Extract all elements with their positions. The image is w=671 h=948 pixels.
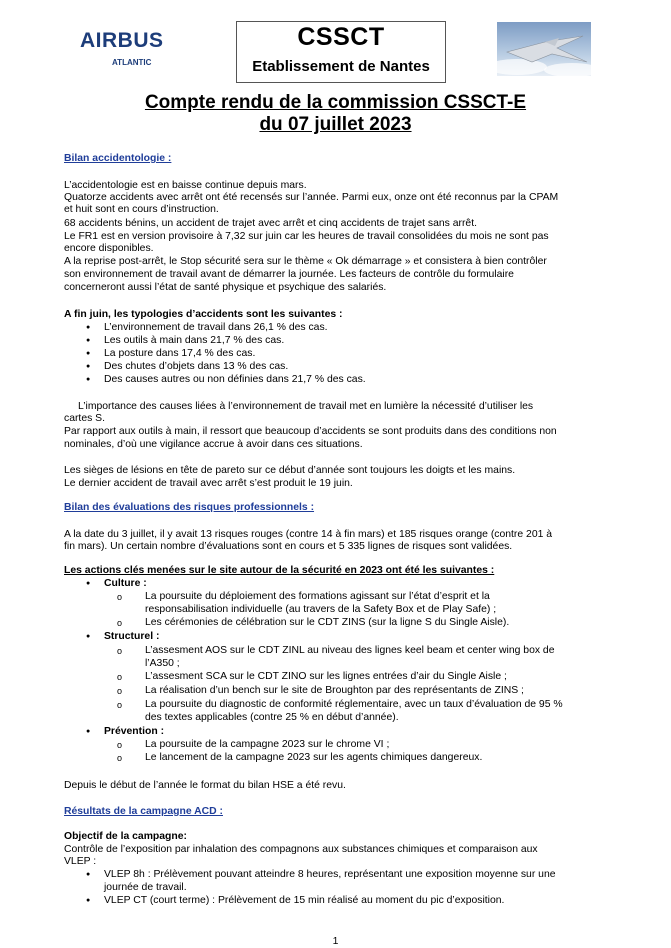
accidentologie-line: A la reprise post-arrêt, le Stop sécurité sera sur le thème « Ok démarrage » et consistera à bien contrôler [64, 256, 547, 267]
acd-item: ● VLEP 8h : Prélèvement pouvant atteindre 8 heures, représentant une exposition moyenne sur une [104, 869, 556, 881]
accidentologie-line: L’accidentologie est en baisse continue depuis mars. [64, 180, 307, 191]
typology-item: ● La posture dans 17,4 % des cas. [104, 348, 255, 360]
typologies-paragraph-line: Par rapport aux outils à main, il ressort que beaucoup d’accidents se sont produits dans des conditions non [64, 426, 557, 437]
structurel-label: ● Structurel : [104, 631, 159, 643]
culture-item: o La poursuite du déploiement des formations agissant sur l’état d’esprit et la [145, 591, 490, 603]
evaluations-line: A la date du 3 juillet, il y avait 13 risques rouges (contre 14 à fin mars) et 185 risques orange (contre 201 à [64, 529, 553, 540]
actions-footer: Depuis le début de l’année le format du bilan HSE a été revu. [64, 780, 346, 791]
prevention-item: o La poursuite de la campagne 2023 sur le chrome VI ; [145, 739, 389, 751]
accidentologie-line: Quatorze accidents avec arrêt ont été recensés sur l’année. Parmi eux, onze ont été reconnus par la CPAM [64, 192, 559, 203]
acd-item: ● VLEP CT (court terme) : Prélèvement de 15 min réalisé au moment du pic d’exposition. [104, 895, 504, 907]
logo-main-text: AIRBUS [80, 29, 164, 52]
accidentologie-line: concerneront aussi l’état de santé physique et psychique des salariés. [64, 282, 387, 293]
structurel-item-continued: l’A350 ; [145, 658, 180, 669]
prevention-label: ● Prévention : [104, 726, 164, 738]
accidentologie-line: 68 accidents bénins, un accident de trajet avec arrêt et cinq accidents de trajet sans arrêt. [64, 218, 477, 229]
accidentologie-line: encore disponibles. [64, 243, 154, 254]
section-heading-accidentologie: Bilan accidentologie : [64, 153, 172, 164]
structurel-item: o La réalisation d’un bench sur le site de Broughton par des représentants de ZINS ; [145, 685, 524, 697]
typologies-paragraph-line: cartes S. [64, 413, 105, 424]
title-line-2: du 07 juillet 2023 [259, 114, 412, 135]
acd-objective-line: VLEP : [64, 856, 97, 867]
actions-heading: Les actions clés menées sur le site autour de la sécurité en 2023 ont été les suivantes : [64, 565, 495, 576]
aircraft-image [497, 22, 591, 76]
section-heading-evaluations: Bilan des évaluations des risques professionnels : [64, 502, 315, 513]
culture-label: ● Culture : [104, 578, 147, 590]
typologies-paragraph-line: Les sièges de lésions en tête de pareto sur ce début d’année sont toujours les doigts et les mains. [64, 465, 516, 476]
accidentologie-line: et huit sont en cours d’instruction. [64, 204, 219, 215]
typology-item: ● Des chutes d’objets dans 13 % des cas. [104, 361, 288, 373]
typologies-heading: A fin juin, les typologies d’accidents sont les suivantes : [64, 309, 343, 320]
airbus-logo [72, 26, 190, 78]
logo-sub-text: ATLANTIC [112, 58, 152, 67]
accidentologie-line: son environnement de travail avant de démarrer la journée. Les facteurs de contrôle du formulaire [64, 269, 514, 280]
typologies-paragraph-line: L’importance des causes liées à l’environnement de travail met en lumière la nécessité d’utiliser les [78, 401, 534, 412]
typology-item: ● Des causes autres ou non définies dans 21,7 % des cas. [104, 374, 366, 386]
cssct-subtitle: Etablissement de Nantes [252, 58, 430, 75]
acd-item-continued: journée de travail. [104, 882, 187, 893]
document-title [0, 92, 671, 136]
culture-item: o Les cérémonies de célébration sur le CDT ZINS (sur la ligne S du Single Aisle). [145, 617, 509, 629]
typologies-paragraph-line: nominales, d’où une vigilance accrue à avoir dans ces situations. [64, 439, 363, 450]
structurel-item: o L’assesment AOS sur le CDT ZINL au niveau des lignes keel beam et center wing box de [145, 645, 555, 657]
acd-objective-line: Contrôle de l’exposition par inhalation des compagnons aux substances chimiques et comparaison aux [64, 844, 538, 855]
accidentologie-line: Le FR1 est en version provisoire à 7,32 sur juin car les heures de travail consolidées du mois ne sont pas [64, 231, 549, 242]
page-number: 1 [332, 936, 339, 947]
cssct-title: CSSCT [297, 23, 385, 51]
section-heading-acd: Résultats de la campagne ACD : [64, 806, 223, 817]
structurel-item: o La poursuite du diagnostic de conformité réglementaire, avec un taux d’évaluation de 95 % [145, 699, 563, 711]
typologies-paragraph-line: Le dernier accident de travail avec arrêt s’est produit le 19 juin. [64, 478, 353, 489]
title-line-1: Compte rendu de la commission CSSCT-E [144, 92, 527, 113]
typology-item: ● L’environnement de travail dans 26,1 % des cas. [104, 322, 328, 334]
cssct-header-box [236, 21, 446, 83]
prevention-item: o Le lancement de la campagne 2023 sur les agents chimiques dangereux. [145, 752, 482, 764]
acd-objective-label: Objectif de la campagne: [64, 831, 187, 842]
structurel-item: o L’assesment SCA sur le CDT ZINO sur les lignes entrées d’air du Single Aisle ; [145, 671, 507, 683]
evaluations-line: fin mars). Un certain nombre d’évaluations sont en cours et 5 335 lignes de risques sont validées. [64, 541, 513, 552]
typology-item: ● Les outils à main dans 21,7 % des cas. [104, 335, 284, 347]
culture-item-continued: responsabilisation individuelle (au travers de la Safety Box et de Play Safe) ; [145, 604, 497, 615]
structurel-item-continued: des textes applicables (contre 25 % en début d’année). [145, 712, 399, 723]
